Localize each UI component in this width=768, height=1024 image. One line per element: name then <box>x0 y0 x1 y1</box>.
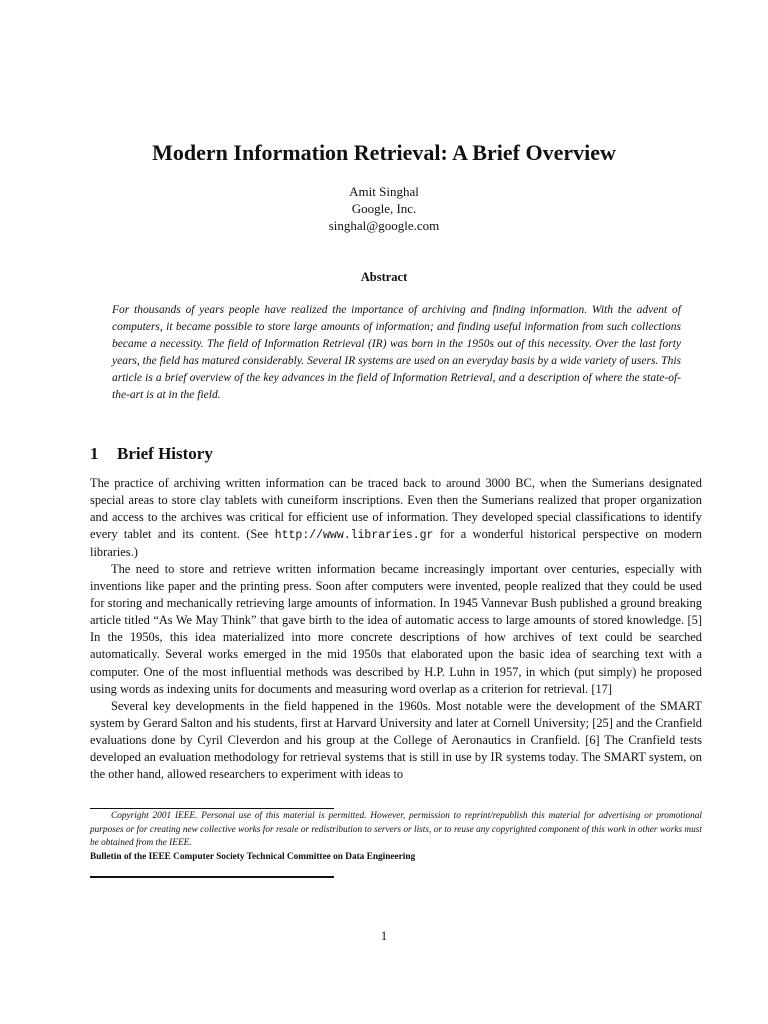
bulletin-line: Bulletin of the IEEE Computer Society Technical Committee on Data Engineering <box>90 851 416 862</box>
abstract-text: For thousands of years people have realized the importance of archiving and finding information. With the advent of computers, it became possible to store large amounts of information; and finding useful information from such collections became a necessity. The field of Information Retrieval (IR) was born in the 1950s out of this necessity. Over the last forty years, the field has matured considerably. Several IR systems are used on an everyday basis by a wide variety of users. This article is a brief overview of the key advances in the field of Information Retrieval, and a description of where the state-of-the-art is at in the field. <box>112 304 681 402</box>
paragraph-1-text-b: for a wonderful historical perspective on modern libraries.) <box>90 527 702 560</box>
section-body <box>90 475 702 783</box>
footnote-end-rule <box>90 876 334 878</box>
footnote <box>90 810 702 864</box>
section-number: 1 <box>90 444 99 463</box>
abstract-heading: Abstract <box>360 270 408 284</box>
paragraph-1 <box>90 475 702 561</box>
author-block <box>0 183 768 234</box>
paragraph-1-text-a: The practice of archiving written information can be traced back to around 3000 BC, when the Sumerians designated special areas to store clay tablets with cuneiform inscriptions. Even then the Sumerians realized that proper organization and access to the archives was critical for efficient use of information. They developed special classifications to identify every tablet and its content. (See <box>90 476 702 542</box>
paragraph-2: The need to store and retrieve written information became increasingly important over centuries, especially with inventions like paper and the printing press. Soon after computers were invented, people realized that they could be used for storing and mechanically retrieving large amounts of information. In 1945 Vannevar Bush published a ground breaking article titled “As We May Think” that gave birth to the idea of automatic access to large amounts of stored knowledge. [5] In the 1950s, this idea materialized into more concrete descriptions of how archives of text could be searched automatically. Several works emerged in the mid 1950s that elaborated upon the basic idea of searching text with a computer. One of the most influential methods was described by H.P. Luhn in 1957, in which (put simply) he proposed using words as indexing units for documents and measuring word overlap as a criterion for retrieval. [17] <box>90 562 702 696</box>
paragraph-3: Several key developments in the field happened in the 1960s. Most notable were the development of the SMART system by Gerard Salton and his students, first at Harvard University and later at Cornell University; [25] and the Cranfield evaluations done by Cyril Cleverdon and his group at the College of Aeronautics in Cranfield. [6] The Cranfield tests developed an evaluation methodology for retrieval systems that is still in use by IR systems today. The SMART system, on the other hand, allowed researchers to experiment with ideas to <box>90 698 702 781</box>
paper-title: Modern Information Retrieval: A Brief Overview <box>152 140 616 165</box>
author-name: Amit Singhal <box>349 184 419 199</box>
libraries-url: http://www.libraries.gr <box>274 529 434 543</box>
copyright-notice: Copyright 2001 IEEE. Personal use of this material is permitted. However, permission to reprint/republish this material for advertising or promotional purposes or for creating new collective works for resale or redistribution to servers or lists, or to reuse any copyrighted component of this work in other works must be obtained from the IEEE. <box>90 811 702 848</box>
author-affiliation: Google, Inc. <box>351 201 417 216</box>
page-number: 1 <box>380 929 388 943</box>
section-title: Brief History <box>117 444 213 463</box>
section-heading <box>90 442 213 466</box>
author-email: singhal@google.com <box>328 218 440 233</box>
footnote-separator <box>90 808 334 809</box>
